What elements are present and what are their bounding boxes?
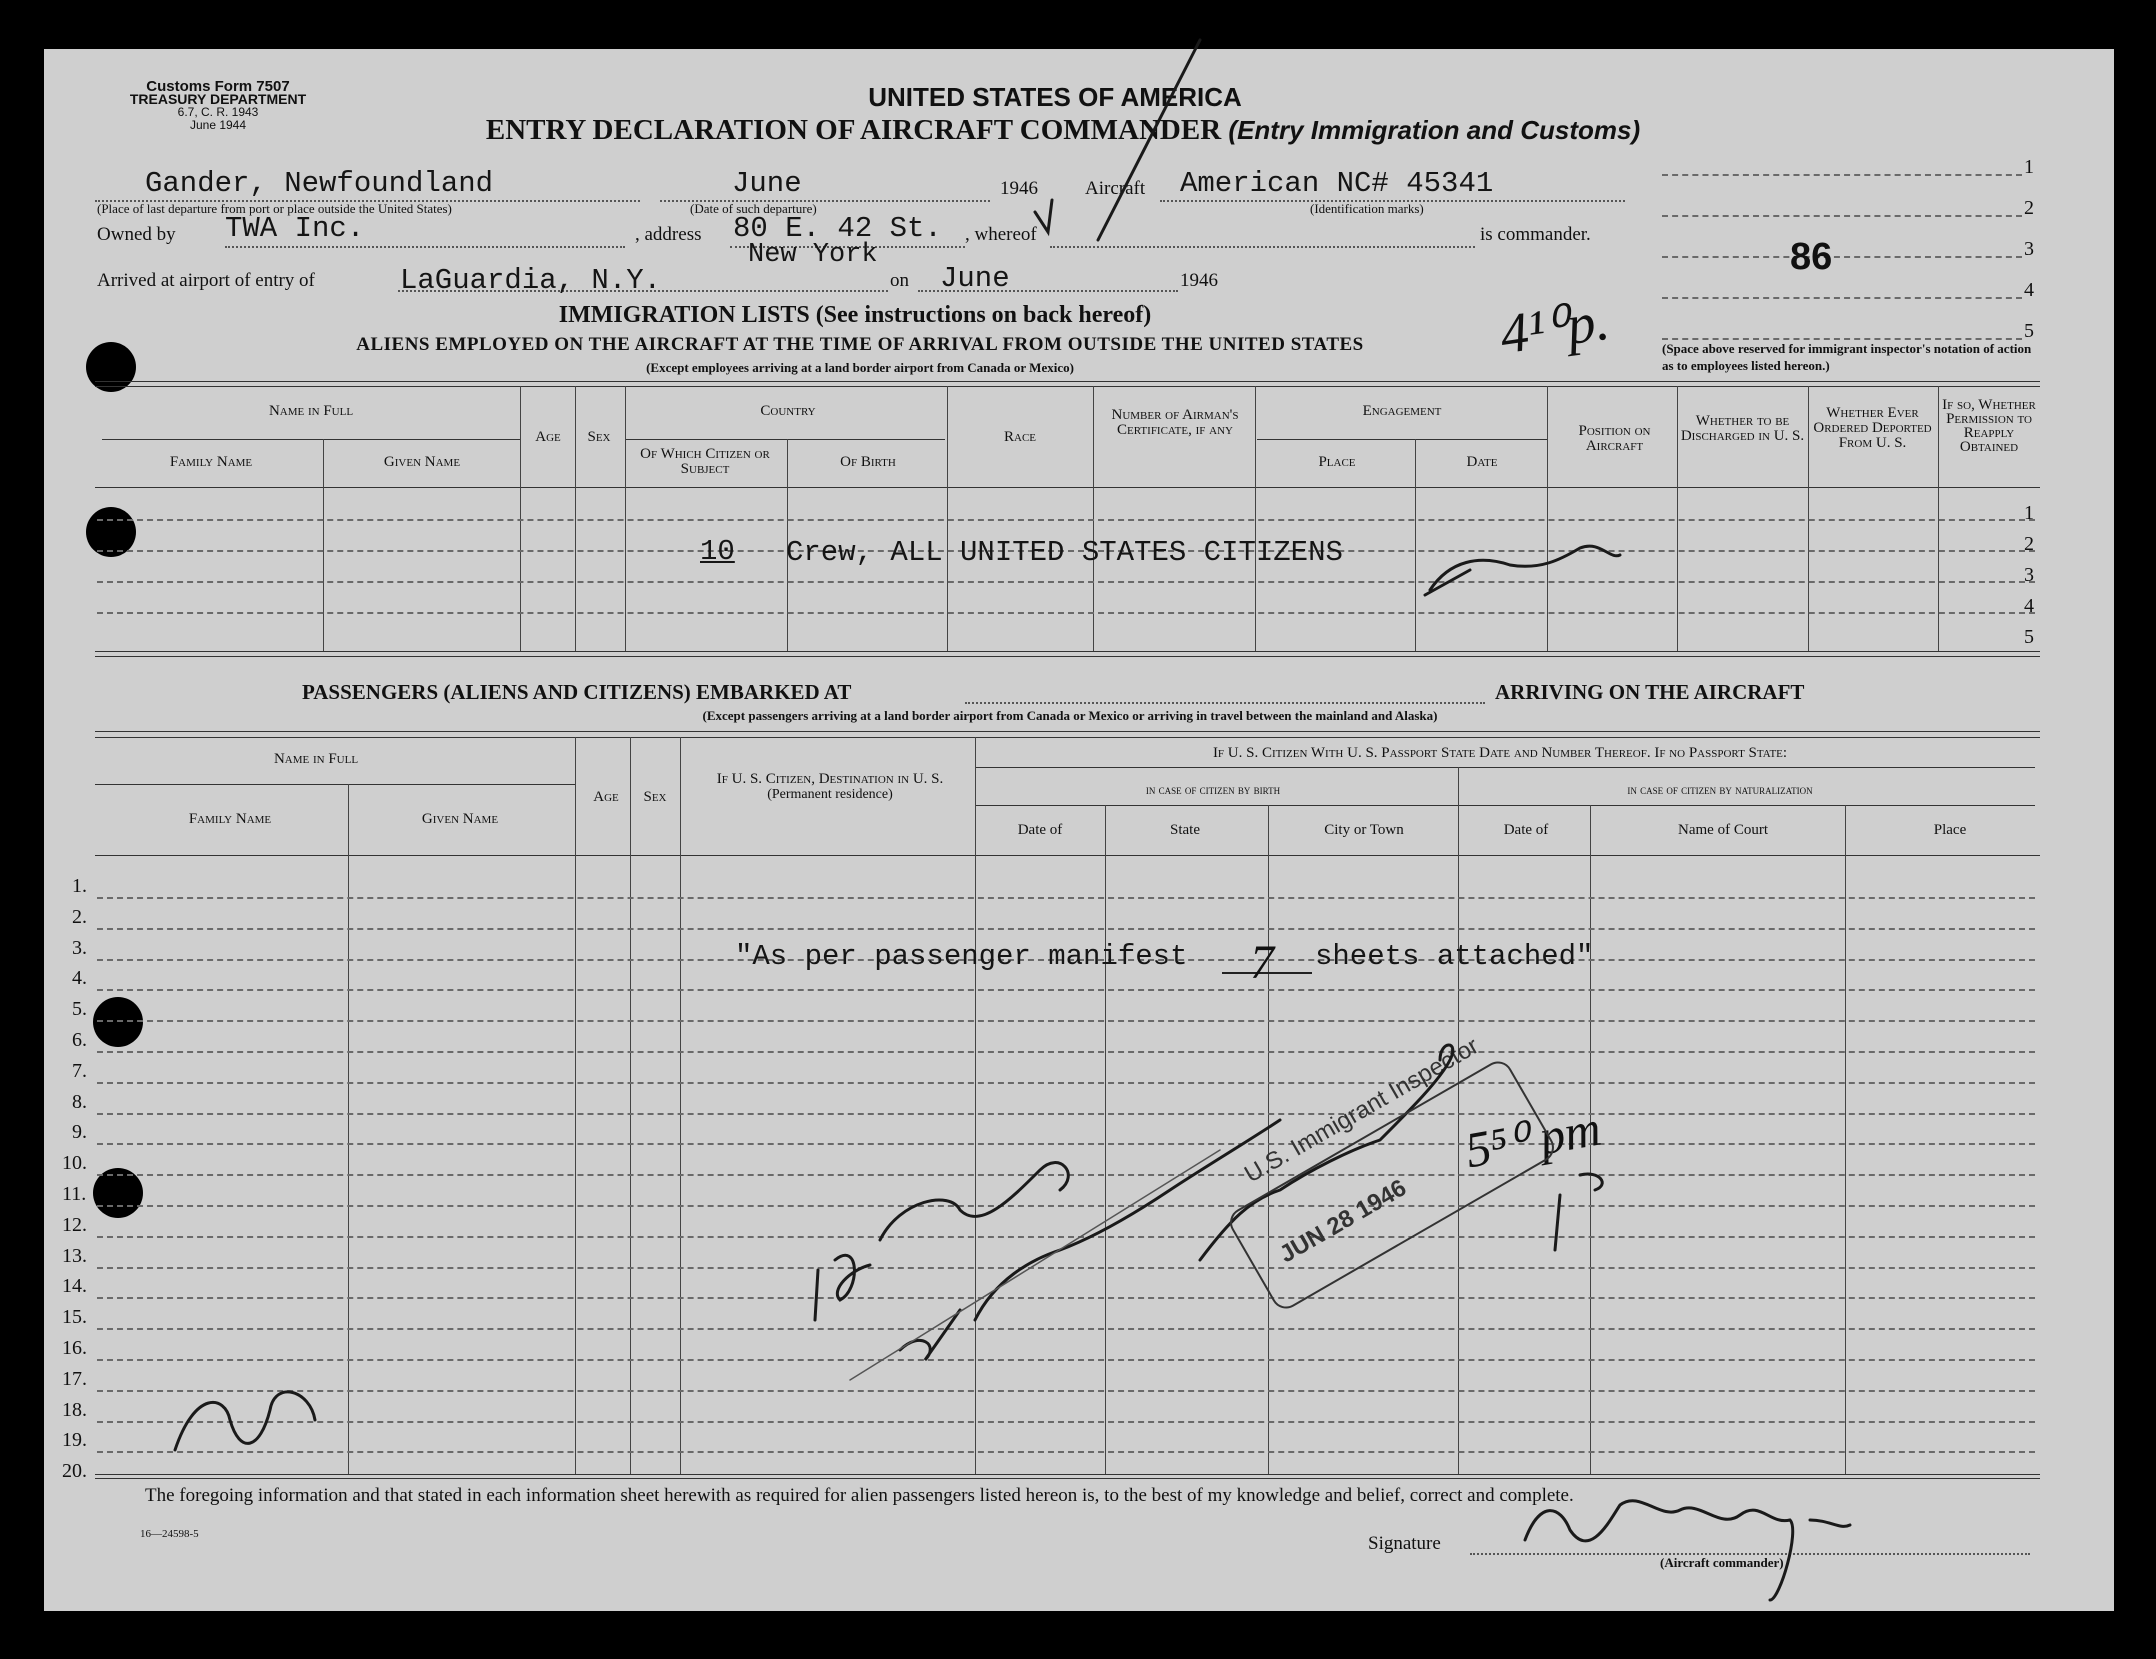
row-number: 2. xyxy=(72,905,87,928)
departure-place-caption: (Place of last departure from port or place outside the United States) xyxy=(97,201,452,216)
col-engagement: Engagement xyxy=(1362,403,1442,419)
check-mark xyxy=(1035,200,1052,232)
p-col-date-of-nat: Date of xyxy=(1503,822,1549,838)
col-deported: Whether Ever Ordered Deported From U. S. xyxy=(1813,405,1932,451)
p-col-city: City or Town xyxy=(1324,822,1404,838)
initials-mark xyxy=(1430,546,1620,590)
stroke-line xyxy=(850,1150,1220,1380)
inspector-number: 86 xyxy=(1790,236,1833,278)
commander-signature xyxy=(1810,1520,1850,1526)
arrival-year: 1946 xyxy=(1180,270,1218,291)
row-number: 6. xyxy=(72,1029,87,1051)
p-col-destination-sub: (Permanent residence) xyxy=(767,787,893,802)
inspector-stamp-date: JUN 28 1946 xyxy=(1275,1174,1411,1269)
row-number: 16. xyxy=(62,1337,87,1359)
crew-count: 10 xyxy=(700,535,735,568)
address-label: , address xyxy=(635,224,702,245)
row-number: 5. xyxy=(72,998,87,1021)
row-number: 15. xyxy=(62,1306,87,1329)
row-number: 8. xyxy=(72,1090,87,1113)
inspector-line-number: 1 xyxy=(2024,156,2034,178)
whereof-label: , whereof xyxy=(965,224,1037,245)
pen-stroke xyxy=(1098,40,1200,240)
row-number: 1 xyxy=(2024,502,2034,524)
col-name-in-full: Name in Full xyxy=(268,403,354,419)
row-number: 17. xyxy=(62,1367,87,1390)
col-country: Country xyxy=(760,403,816,419)
handwritten-time: 5⁵⁰ pm xyxy=(1461,1099,1605,1179)
departure-year: 1946 xyxy=(1000,178,1038,199)
inspector-line-number: 5 xyxy=(2024,320,2034,342)
row-number: 3 xyxy=(2024,564,2034,586)
col-airman-cert: Number of Airman's Certificate, if any xyxy=(1111,407,1239,438)
inspector-note: (Space above reserved for immigrant inspector's notation of action as to employees listed hereon.) xyxy=(1662,341,2032,373)
row-number: 9. xyxy=(72,1121,87,1144)
inspector-stamp-title: U.S. Immigrant Inspector xyxy=(1240,1032,1484,1189)
aircraft-id: American NC# 45341 xyxy=(1180,167,1494,200)
title-italic: (Entry Immigration and Customs) xyxy=(1228,115,1641,145)
handwritten-scribble xyxy=(175,1392,315,1450)
row-number: 18. xyxy=(62,1398,87,1421)
aircraft-label: Aircraft xyxy=(1085,178,1146,199)
on-label: on xyxy=(890,270,909,291)
inspector-signature xyxy=(1200,1045,1453,1260)
departure-date: June xyxy=(732,167,802,200)
departure-place: Gander, Newfoundland xyxy=(145,167,494,200)
form-number: Customs Form 7507 xyxy=(146,78,290,95)
col-eng-date: Date xyxy=(1466,454,1498,470)
col-of-birth: Of Birth xyxy=(840,454,896,470)
row-number: 20. xyxy=(62,1460,87,1483)
owner: TWA Inc. xyxy=(225,212,365,245)
arrival-time-handwritten: 4¹⁰p. xyxy=(1496,289,1614,367)
row-number: 14. xyxy=(62,1275,87,1298)
p-col-family-name: Family Name xyxy=(188,811,272,827)
row-number: 10. xyxy=(62,1152,87,1175)
handwritten-count xyxy=(815,1255,870,1320)
row-number: 13. xyxy=(62,1244,87,1267)
col-given-name: Given Name xyxy=(383,454,461,470)
col-citizen-of: Of Which Citizen or Subject xyxy=(640,446,770,477)
col-eng-place: Place xyxy=(1318,454,1356,470)
commander-label: is commander. xyxy=(1480,224,1591,245)
signature-label: Signature xyxy=(1368,1533,1441,1554)
commander-signature xyxy=(1525,1501,1793,1600)
manifest-count: 7 xyxy=(1250,936,1274,989)
col-family-name: Family Name xyxy=(169,454,253,470)
manifest-prefix: "As per passenger manifest xyxy=(735,940,1188,973)
stamp-outline xyxy=(1226,1057,1558,1312)
p-col-place: Place xyxy=(1933,822,1967,838)
print-code: 16—24598-5 xyxy=(140,1528,199,1540)
aircraft-caption: (Identification marks) xyxy=(1310,201,1424,216)
arrival-date: June xyxy=(940,262,1010,295)
row-number: 5 xyxy=(2024,626,2034,648)
col-position: Position on Aircraft xyxy=(1578,423,1651,454)
p-col-by-naturalization: in case of citizen by naturalization xyxy=(1627,782,1813,797)
p-col-court: Name of Court xyxy=(1678,822,1768,838)
row-number: 3. xyxy=(72,936,87,959)
owner-address: 80 E. 42 St. xyxy=(733,212,942,245)
handwritten-passengers xyxy=(900,1120,1280,1360)
handwritten-aliens xyxy=(880,1163,1068,1240)
row-number: 2 xyxy=(2024,533,2034,555)
cfr: 6.7, C. R. 1943 xyxy=(177,105,259,119)
arrived-label: Arrived at airport of entry of xyxy=(97,270,315,291)
declaration-text: The foregoing information and that stated in each information sheet herewith as required for alien passengers listed hereon is, to the best of my knowledge and belief, correct and complete. xyxy=(145,1485,1574,1506)
immigration-note: (Except employees arriving at a land border airport from Canada or Mexico) xyxy=(646,360,1074,375)
row-number: 1. xyxy=(72,875,87,897)
p-col-state: State xyxy=(1170,822,1200,838)
p-col-given-name: Given Name xyxy=(421,811,499,827)
time-mark xyxy=(1555,1174,1602,1250)
inspector-line-number: 3 xyxy=(2024,238,2034,260)
row-number: 11. xyxy=(62,1183,87,1205)
col-race: Race xyxy=(1003,429,1037,445)
p-col-destination-main: If U. S. Citizen, Destination in U. S. xyxy=(716,771,944,787)
initials-mark xyxy=(1425,570,1470,595)
title-line1: UNITED STATES OF AMERICA xyxy=(868,82,1242,112)
p-col-passport: If U. S. Citizen With U. S. Passport State Date and Number Thereof. If no Passport State: xyxy=(1212,745,1788,761)
p-col-name-in-full: Name in Full xyxy=(273,751,359,767)
col-permission: If so, Whether Permission to Reapply Obtained xyxy=(1942,397,2036,455)
col-age: Age xyxy=(535,429,561,445)
departure-date-caption: (Date of such departure) xyxy=(690,201,817,216)
row-number: 12. xyxy=(62,1213,87,1236)
col-discharged: Whether to be Discharged in U. S. xyxy=(1680,413,1805,444)
row-number: 4. xyxy=(72,967,87,990)
crew-text: Crew, ALL UNITED STATES CITIZENS xyxy=(786,536,1343,569)
edition: June 1944 xyxy=(189,118,247,132)
row-number: 4 xyxy=(2024,595,2034,617)
p-col-age: Age xyxy=(593,789,619,805)
arrival-airport: LaGuardia, N.Y. xyxy=(400,264,662,297)
immigration-subtitle: ALIENS EMPLOYED ON THE AIRCRAFT AT THE TIME OF ARRIVAL FROM OUTSIDE THE UNITED STATES xyxy=(356,334,1364,355)
p-col-sex: Sex xyxy=(643,789,667,805)
row-number: 19. xyxy=(62,1429,87,1452)
inspector-line-number: 4 xyxy=(2024,279,2034,301)
owned-by-label: Owned by xyxy=(97,224,176,245)
passengers-note: (Except passengers arriving at a land border airport from Canada or Mexico or arriving in travel between the mainland and Alaska) xyxy=(702,708,1438,723)
inspector-line-number: 2 xyxy=(2024,197,2034,219)
arrival-city: New York xyxy=(748,240,878,270)
passengers-title-right: ARRIVING ON THE AIRCRAFT xyxy=(1495,680,1805,704)
title-line2: ENTRY DECLARATION OF AIRCRAFT COMMANDER xyxy=(485,114,1222,146)
p-col-date-of: Date of xyxy=(1017,822,1063,838)
department: TREASURY DEPARTMENT xyxy=(129,91,307,107)
manifest-suffix: sheets attached" xyxy=(1315,940,1594,973)
col-sex: Sex xyxy=(587,429,611,445)
immigration-title: IMMIGRATION LISTS (See instructions on back hereof) xyxy=(558,302,1152,328)
signature-caption: (Aircraft commander) xyxy=(1660,1555,1784,1570)
row-number: 7. xyxy=(72,1059,87,1082)
passengers-title-left: PASSENGERS (ALIENS AND CITIZENS) EMBARKED AT xyxy=(302,680,852,704)
p-col-by-birth: in case of citizen by birth xyxy=(1145,782,1281,797)
